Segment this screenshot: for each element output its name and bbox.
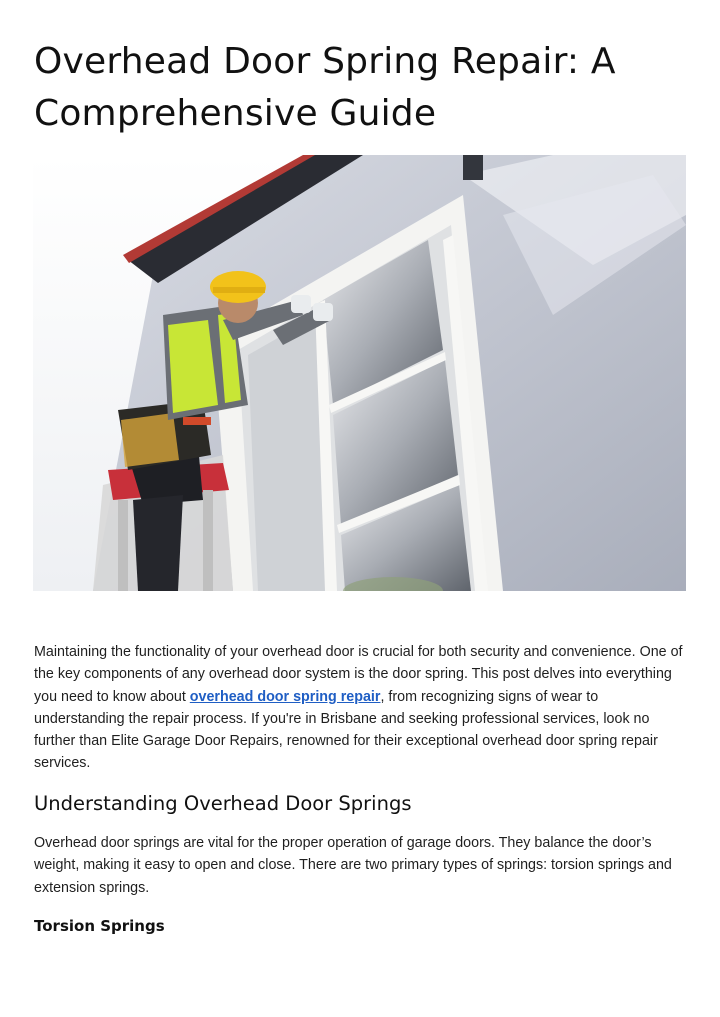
subsection-heading: Torsion Springs [34, 917, 165, 935]
intro-text-after-link: , from recognizing signs of wear to understanding the repair process. If you're in Brisbane and seeking professional services, look no further than Elite Garage Door Repairs, renowned for their exceptional overhead door spring repair services. [34, 688, 658, 772]
hero-image [33, 155, 686, 591]
intro-paragraph [34, 641, 684, 775]
overhead-door-spring-repair-link[interactable]: overhead door spring repair [189, 688, 381, 705]
section-heading: Understanding Overhead Door Springs [34, 792, 412, 815]
section-paragraph: Overhead door springs are vital for the proper operation of garage doors. They balance the door’s weight, making it easy to open and close. There are two primary types of springs: torsion springs and extension springs. [34, 835, 672, 896]
intro-text-before-link: Maintaining the functionality of your overhead door is crucial for both security and convenience. One of the key components of any overhead door system is the door spring. This post delves into everything you need to know about [34, 644, 683, 705]
page-title: Overhead Door Spring Repair: A Comprehensive Guide [34, 41, 616, 134]
worker-installing-window-illustration [33, 155, 686, 591]
